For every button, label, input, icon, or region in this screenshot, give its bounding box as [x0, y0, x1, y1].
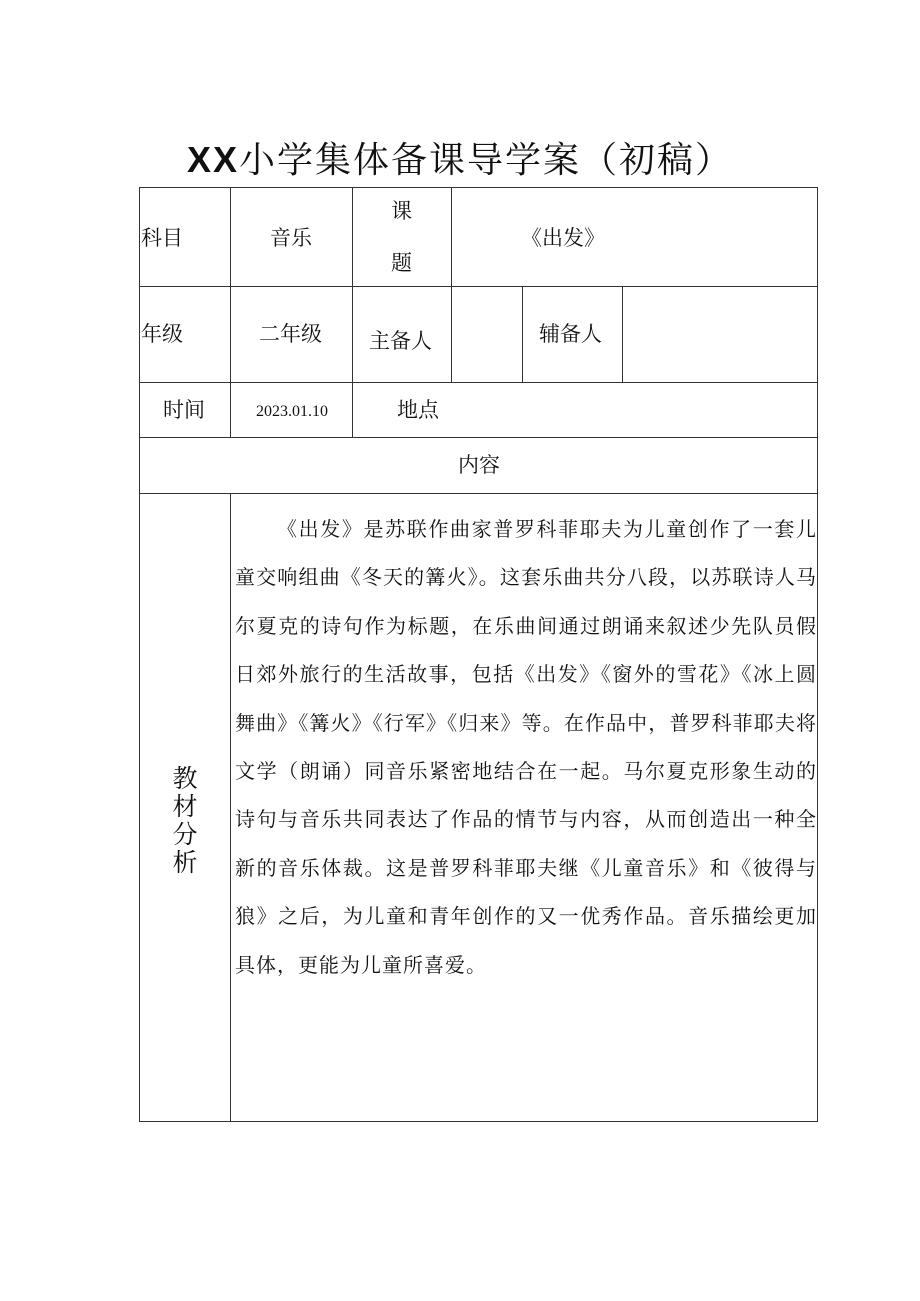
- topic-label-line1: 课: [391, 199, 412, 223]
- topic-value: 《出发》: [521, 226, 605, 250]
- main-prep-label: 主备人: [369, 329, 432, 353]
- table-border-bottom: [139, 1121, 818, 1122]
- place-label: 地点: [397, 398, 439, 422]
- col-divider-main-prep: [522, 286, 523, 383]
- analysis-label-char: 教: [172, 764, 198, 793]
- analysis-label: [139, 765, 231, 877]
- analysis-label-char: 材: [172, 792, 198, 821]
- title-text: 小学集体备课导学案（初稿）: [239, 140, 734, 181]
- analysis-label-char: 析: [172, 848, 198, 877]
- topic-label-line2: 题: [391, 251, 412, 275]
- col-divider-value: [352, 187, 353, 438]
- grade-value: 二年级: [259, 322, 322, 346]
- row-divider-2: [139, 382, 818, 383]
- table-border-left: [139, 187, 140, 1122]
- title-prefix: XX: [186, 139, 239, 180]
- assist-prep-label: 辅备人: [539, 322, 602, 346]
- document-title: [0, 134, 920, 187]
- row-divider-4: [139, 493, 818, 494]
- col-divider-label: [230, 187, 231, 438]
- table-border-right: [817, 187, 818, 1122]
- content-header: 内容: [458, 453, 500, 477]
- row-divider-1: [139, 286, 818, 287]
- time-label: 时间: [163, 398, 205, 422]
- time-value: 2023.01.10: [256, 403, 328, 420]
- col-divider-topic: [451, 187, 452, 383]
- analysis-text: 《出发》是苏联作曲家普罗科菲耶夫为儿童创作了一套儿童交响组曲《冬天的篝火》。这套乐曲共分八段，以苏联诗人马尔夏克的诗句作为标题，在乐曲间通过朗诵来叙述少先队员假日郊外旅行的生活故事，包括《出发》《窗外的雪花》《冰上圆舞曲》《篝火》《行军》《归来》等。在作品中，普罗科菲耶夫将文学（朗诵）同音乐紧密地结合在一起。马尔夏克形象生动的诗句与音乐共同表达了作品的情节与内容，从而创造出一种全新的音乐体裁。这是普罗科菲耶夫继《儿童音乐》和《彼得与狼》之后，为儿童和青年创作的又一优秀作品。音乐描绘更加具体，更能为儿童所喜爱。: [235, 517, 817, 977]
- col-divider-assist-prep: [622, 286, 623, 383]
- grade-label: 年级: [141, 322, 183, 346]
- analysis-label-char: 分: [172, 820, 198, 849]
- table-border-top: [139, 187, 818, 188]
- subject-label: 科目: [141, 226, 183, 250]
- row-divider-3: [139, 437, 818, 438]
- subject-value: 音乐: [270, 226, 312, 250]
